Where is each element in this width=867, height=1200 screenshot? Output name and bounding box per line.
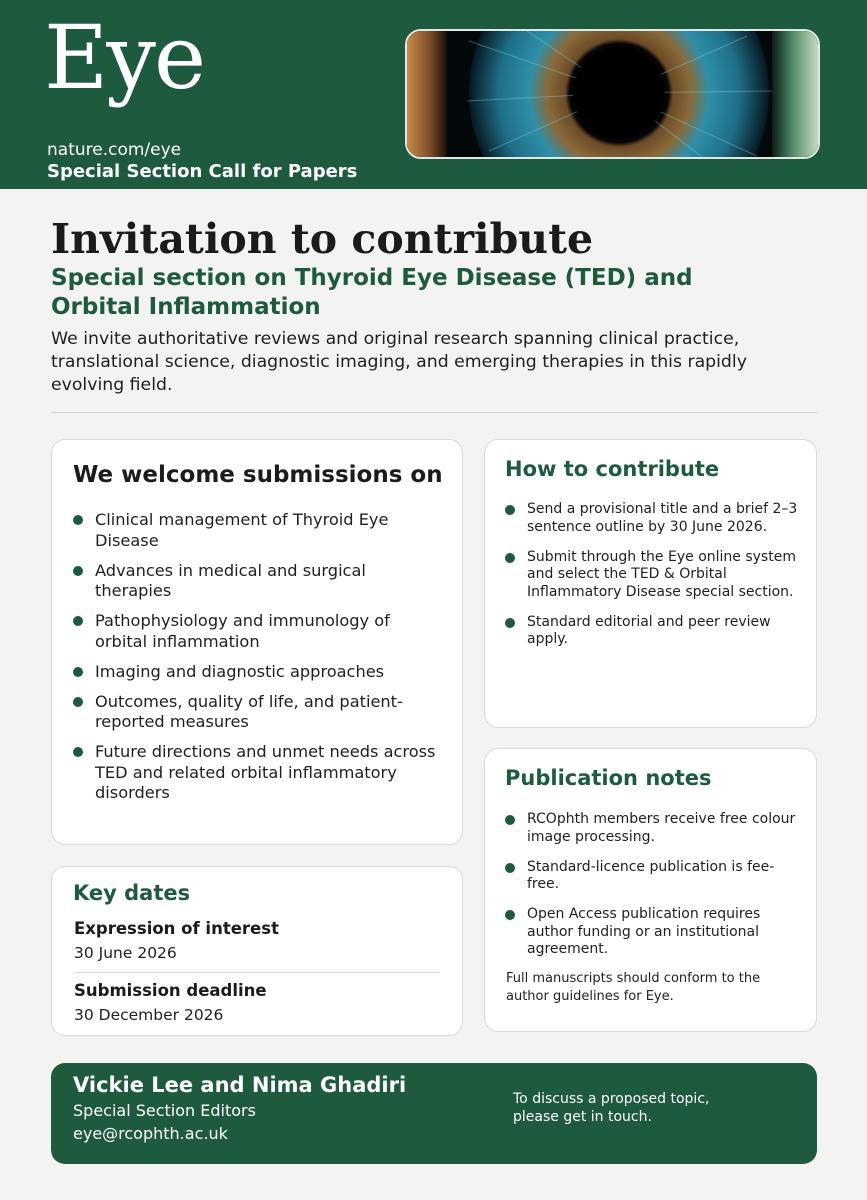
intro-paragraph: We invite authoritative reviews and original research spanning clinical practice, translational science, diagnostic imaging, and emerging therapies in this rapidly evolving field. [51,329,747,395]
list-item-text: RCOphth members receive free colour image processing. [527,811,796,845]
journal-logo: Eye [44,6,205,109]
list-item [505,859,805,894]
bullet-dot-icon [505,863,515,873]
bullet-dot-icon [73,747,83,757]
contact-cta: To discuss a proposed topic, please get in touch. [513,1091,710,1125]
editor-names: Vickie Lee and Nima Ghadiri [73,1073,407,1097]
bullet-dot-icon [73,667,83,677]
list-item-text: Pathophysiology and immunology of orbital inflammation [95,611,390,651]
notes-list [505,811,805,971]
journal-url[interactable]: nature.com/eye [47,140,182,160]
date-label: Submission deadline [74,981,267,1000]
list-item-text: Imaging and diagnostic approaches [95,661,385,681]
key-dates-card [51,866,463,1036]
how-list [505,501,805,661]
bullet-dot-icon [73,515,83,525]
date-label: Expression of interest [74,919,279,938]
list-item [505,549,805,602]
list-item [73,742,443,804]
list-item [73,662,443,683]
key-dates-heading: Key dates [73,881,191,905]
notes-footnote: Full manuscripts should conform to the author guidelines for Eye. [506,971,761,1004]
list-item [73,611,443,652]
editor-role: Special Section Editors [73,1101,256,1120]
how-heading: How to contribute [505,457,720,481]
bullet-dot-icon [505,553,515,563]
header-banner [0,0,867,189]
editors-footer [51,1063,817,1164]
header-tagline: Special Section Call for Papers [47,161,358,182]
list-item-text: Future directions and unmet needs across TED and related orbital inflammatory disorders [95,742,436,802]
list-item [73,510,443,551]
dates-divider [74,972,440,973]
list-item-text: Standard editorial and peer review apply. [527,613,771,647]
bullet-dot-icon [505,618,515,628]
page-title: Invitation to contribute [51,215,594,263]
list-item [73,692,443,733]
bullet-dot-icon [73,697,83,707]
list-item [505,906,805,959]
date-value: 30 December 2026 [74,1006,224,1024]
list-item-text: Open Access publication requires author funding or an institutional agreement. [527,906,761,957]
publication-notes-card [484,748,817,1032]
date-value: 30 June 2026 [74,944,177,962]
bullet-dot-icon [505,505,515,515]
eye-iris-image [405,29,820,159]
welcome-list [73,510,443,813]
page-subtitle: Special section on Thyroid Eye Disease (TED) and Orbital Inflammation [51,265,693,320]
list-item [73,561,443,602]
list-item-text: Submit through the Eye online system and select the TED & Orbital Inflammatory Disease special section. [527,548,796,600]
list-item-text: Advances in medical and surgical therapies [95,560,366,600]
bullet-dot-icon [505,910,515,920]
list-item-text: Standard-licence publication is fee-free. [527,858,775,892]
list-item-text: Send a provisional title and a brief 2–3 sentence outline by 30 June 2026. [527,501,798,535]
bullet-dot-icon [73,566,83,576]
bullet-dot-icon [505,815,515,825]
welcome-heading: We welcome submissions on [73,462,443,488]
bullet-dot-icon [73,616,83,626]
contact-email-link[interactable]: eye@rcophth.ac.uk [73,1124,228,1143]
section-divider [51,412,817,413]
how-to-contribute-card [484,439,817,728]
list-item-text: Outcomes, quality of life, and patient-reported measures [95,691,403,731]
welcome-card [51,439,463,845]
notes-heading: Publication notes [505,766,712,790]
list-item [505,614,805,649]
list-item [505,501,805,536]
list-item-text: Clinical management of Thyroid Eye Disease [95,510,389,550]
list-item [505,811,805,846]
